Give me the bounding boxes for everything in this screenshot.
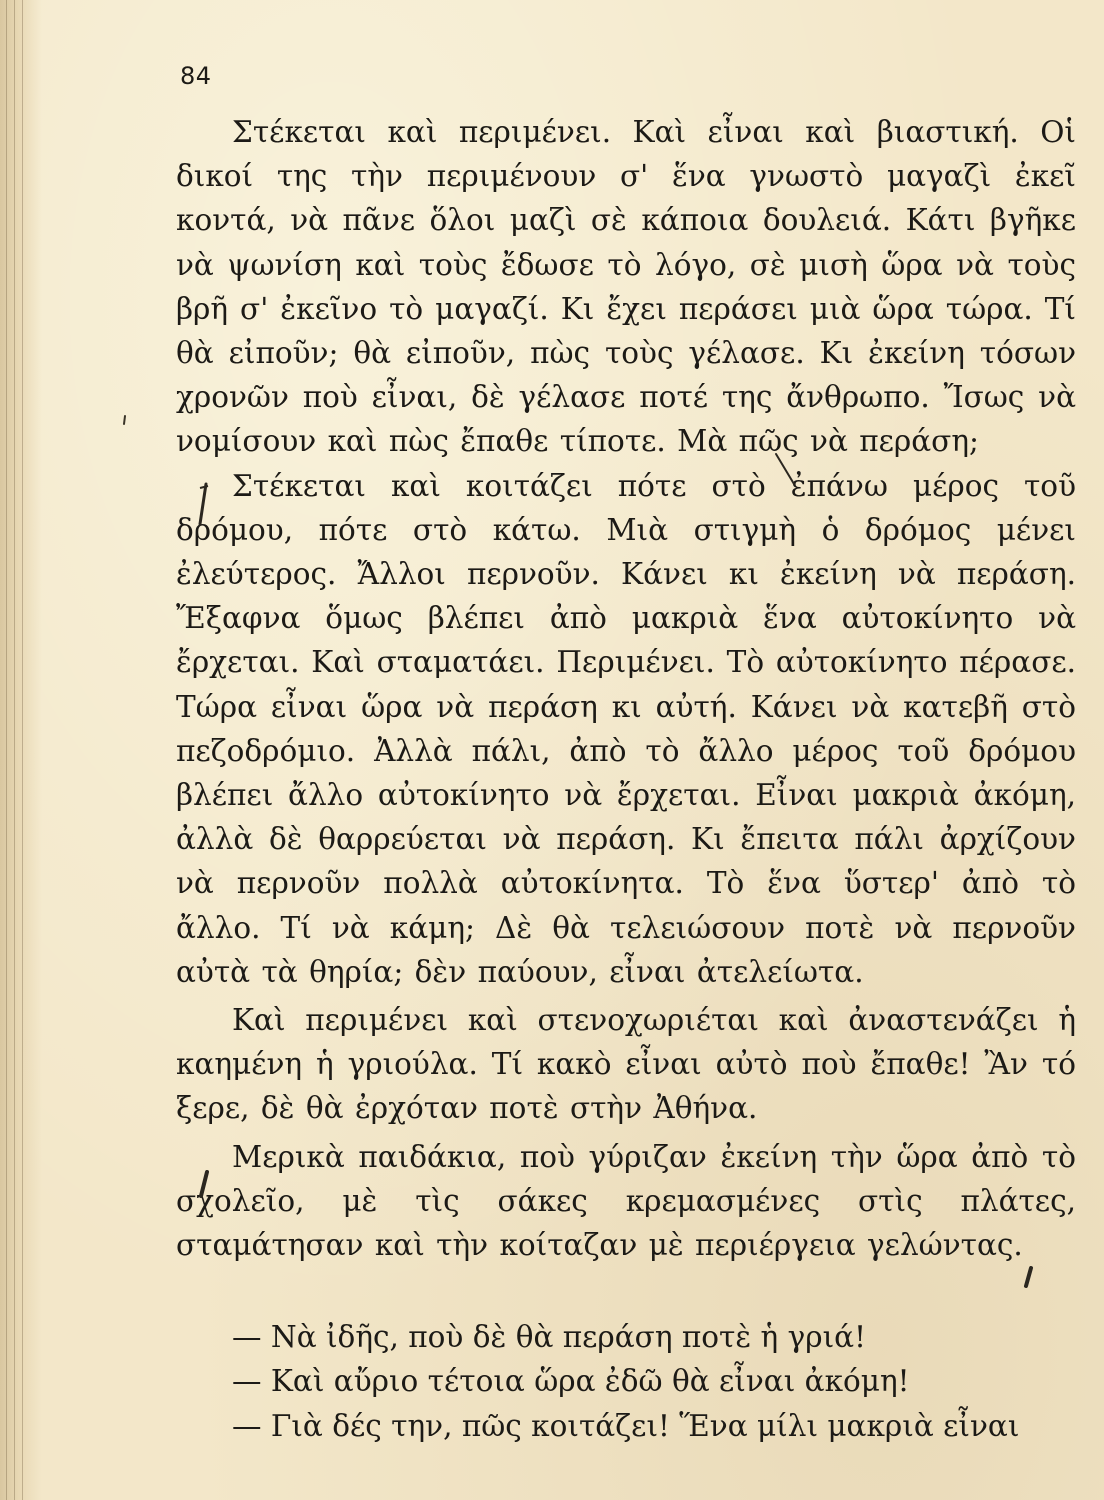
dialogue-line: — Καὶ αὔριο τέτοια ὥρα ἐδῶ θὰ εἶναι ἀκόμη! <box>232 1364 910 1399</box>
dot-mark-icon <box>120 414 130 426</box>
pencil-mark-icon <box>192 482 214 526</box>
paragraph: Μερικὰ παιδάκια, ποὺ γύριζαν ἐκείνη τὴν ὥρα ἀπὸ τὸ σχολεῖο, μὲ τὶς σάκες κρεμασμένες στὶς πλάτες, σταμάτησαν καὶ τὴν κοίταζαν μὲ περιέργεια γελώντας. <box>176 1139 1076 1263</box>
gutter-line <box>22 0 23 1500</box>
slash-mark-icon <box>772 452 798 488</box>
paragraph: Στέκεται καὶ περιμένει. Καὶ εἶναι καὶ βιαστική. Οἱ δικοί της τὴν περιμένουν σ' ἕνα γνωστὸ μαγαζὶ ἐκεῖ κοντά, νὰ πᾶνε ὅλοι μαζὶ σὲ κάποια δουλειά. Κάτι βγῆκε νὰ ψωνίση καὶ τοὺς ἔδωσε τὸ λόγο, σὲ μισὴ ὥρα νὰ τοὺς βρῆ σ' ἐκεῖνο τὸ μαγαζί. Κι ἔχει περάσει μιὰ ὥρα τώρα. Τί θὰ εἰποῦν; θὰ εἰποῦν, πὼς τοὺς γέλασε. Κι ἐκείνη τόσων χρονῶν ποὺ εἶναι, δὲ γέλασε ποτέ της ἄνθρωπο. Ἴσως νὰ νομίσουν καὶ πὼς ἔπαθε τίποτε. Μὰ πῶς νὰ περάση; <box>176 115 1076 459</box>
gutter-line <box>14 0 15 1500</box>
page-number: 84 <box>180 62 212 90</box>
gutter-line <box>6 0 7 1500</box>
paragraph: Καὶ περιμένει καὶ στενοχωριέται καὶ ἀναστενάζει ἡ καημένη ἡ γριούλα. Τί κακὸ εἶναι αὐτὸ ποὺ ἔπαθε! Ἂν τό ξερε, δὲ θὰ ἐρχόταν ποτὲ στὴν Ἀθήνα. <box>176 1003 1076 1126</box>
paragraph: Στέκεται καὶ κοιτάζει πότε στὸ ἐπάνω μέρος τοῦ δρόμου, πότε στὸ κάτω. Μιὰ στιγμὴ ὁ δρόμος μένει ἐλεύτερος. Ἄλλοι περνοῦν. Κάνει κι ἐκείνη νὰ περάση. Ἔξαφνα ὅμως βλέπει ἀπὸ μακριὰ ἕνα αὐτοκίνητο νὰ ἔρχεται. Καὶ σταματάει. Περιμένει. Τὸ αὐτοκίνητο πέρασε. Τώρα εἶναι ὥρα νὰ περάση κι αὐτή. Κάνει νὰ κατεβῆ στὸ πεζοδρόμιο. Ἀλλὰ πάλι, ἀπὸ τὸ ἄλλο μέρος τοῦ δρόμου βλέπει ἄλλο αὐτοκίνητο νὰ ἔρχεται. Εἶναι μακριὰ ἀκόμη, ἀλλὰ δὲ θαρρεύεται νὰ περάση. Κι ἔπειτα πάλι ἀρχίζουν νὰ περνοῦν πολλὰ αὐτοκίνητα. Τὸ ἕνα ὕστερ' ἀπὸ τὸ ἄλλο. Τί νὰ κάμη; Δὲ θὰ τελειώσουν ποτὲ νὰ περνοῦν αὐτὰ τὰ θηρία; δὲν παύουν, εἶναι ἀτελείωτα. <box>176 468 1076 989</box>
pencil-mark-icon <box>1022 1266 1036 1288</box>
book-gutter <box>0 0 42 1500</box>
book-page <box>176 62 1076 1448</box>
pencil-mark-icon <box>196 1170 212 1198</box>
dialogue-line: — Νὰ ἰδῆς, ποὺ δὲ θὰ περάση ποτὲ ἡ γριά! <box>232 1320 866 1355</box>
dialogue-line: — Γιὰ δές την, πῶς κοιτάζει! Ἕνα μίλι μακριὰ εἶναι <box>232 1408 1020 1443</box>
